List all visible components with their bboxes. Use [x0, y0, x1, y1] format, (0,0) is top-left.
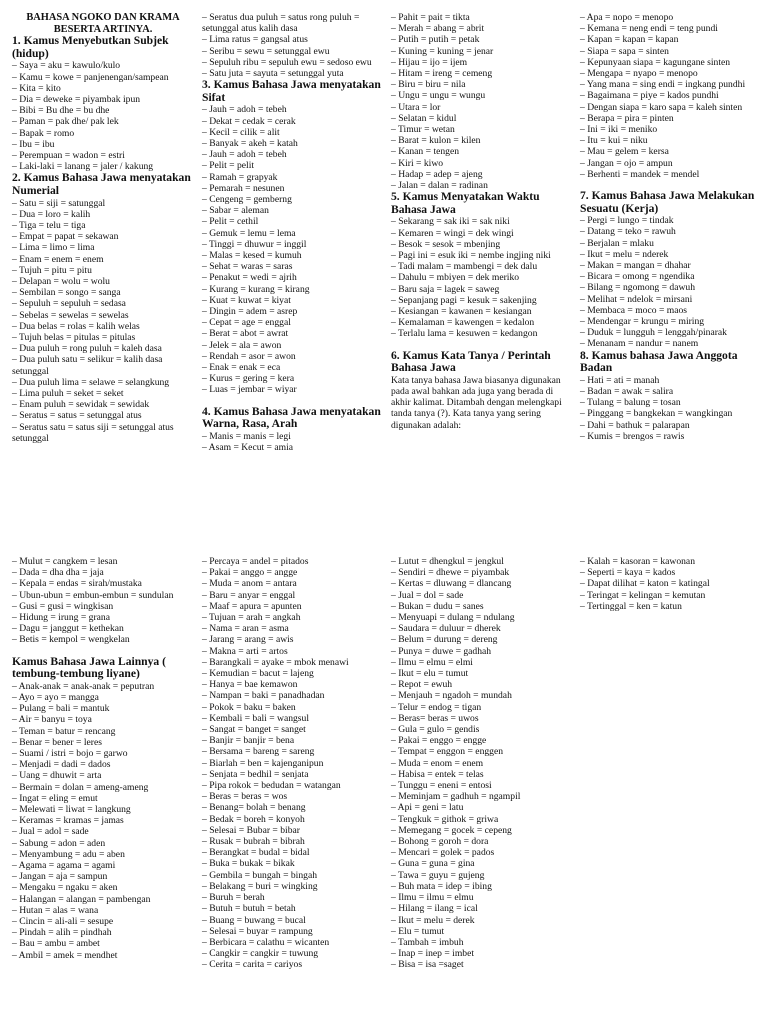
entry: – Bukan = dudu = sanes [391, 600, 484, 612]
entry: – Pelit = cethil [202, 216, 259, 228]
entry: – Sekarang = sak iki = sak niki [391, 216, 510, 228]
entry: – Jalan = dalan = radinan [391, 180, 488, 192]
entry: – Berat = abot = awrat [202, 328, 289, 340]
entry: – Memegang = gocek = cepeng [391, 824, 512, 836]
entry: – Besok = sesok = mbenjing [391, 238, 501, 250]
entry: – Guna = guna = gina [391, 858, 475, 870]
entry: – Selesai = buyar = rampung [202, 925, 313, 937]
entry: – Barat = kulon = kilen [391, 135, 481, 147]
entry: – Tulang = balung = tosan [580, 397, 681, 409]
section-8-heading: 8. Kamus bahasa Jawa Anggota Badan [580, 348, 738, 375]
entry: – Enak = enak = eca [202, 362, 281, 374]
entry: – Maaf = apura = apunten [202, 600, 302, 612]
entry: – Pemarah = nesunen [202, 182, 285, 194]
entry: – Cerita = carita = cariyos [202, 959, 303, 971]
entry: – Dua puluh satu = selikur = kalih dasa setunggal [12, 354, 163, 377]
body-parts-continued-list [12, 556, 194, 646]
entry: – Kemana = neng endi = teng pundi [580, 23, 718, 35]
entry: – Banjir = banjir = bena [202, 735, 295, 747]
entry: – Baru = anyar = enggal [202, 589, 296, 601]
entry: – Buang = buwang = bucal [202, 914, 306, 926]
entry: – Repot = ewuh [391, 679, 453, 691]
entry: – Badan = awak = salira [580, 386, 674, 398]
entry: – Bicara = omong = ngendika [580, 271, 695, 283]
entry: – Jarang = arang = awis [202, 634, 294, 646]
entry: – Delapan = wolu = wolu [12, 276, 110, 288]
entry: – Seratus = satus = setunggal atus [12, 410, 142, 422]
entry: – Kembali = bali = wangsul [202, 712, 310, 724]
entry: – Jangan = ojo = ampun [580, 157, 673, 169]
entry: – Suami / istri = bojo = garwo [12, 748, 128, 760]
entry: – Ayo = ayo = mangga [12, 692, 99, 704]
entry: – Benar = bener = leres [12, 736, 102, 748]
entry: – Hijau = ijo = ijem [391, 56, 468, 68]
entry: – Ramah = grapyak [202, 171, 278, 183]
entry: – Belum = durung = dereng [391, 634, 498, 646]
entry: – Ubun-ubun = embun-embun = sundulan [12, 589, 174, 601]
entry: – Dada = dha dha = jaja [12, 567, 104, 579]
entry: – Satu = siji = satunggal [12, 197, 106, 209]
entry: – Berapa = pira = pinten [580, 112, 674, 124]
section-1-heading: 1. Kamus Menyebutkan Subjek (hidup) [12, 34, 169, 60]
entry: – Jelek = ala = awon [202, 339, 282, 351]
entry: – Tujuan = arah = angkah [202, 612, 301, 624]
entry: – Pergi = lungo = tindak [580, 215, 674, 227]
entry: – Lima ratus = gangsal atus [202, 34, 308, 46]
entry: – Berjalan = mlaku [580, 237, 654, 249]
entry: – Siapa = sapa = sinten [580, 45, 669, 57]
entry: – Ilmu = ilmu = elmu [391, 892, 474, 904]
entry: – Ini = iki = meniko [580, 124, 658, 136]
entry: – Buruh = berah [202, 892, 265, 904]
entry: – Mendengar = krungu = miring [580, 316, 705, 328]
entry: – Hutan = alas = wana [12, 904, 99, 916]
color-direction-list [391, 12, 573, 191]
entry: – Jauh = adoh = tebeh [202, 104, 287, 116]
entry: – Jauh = adoh = tebeh [202, 149, 287, 161]
entry: – Menyambung = adu = aben [12, 848, 125, 860]
entry: – Satu juta = sayuta = setunggal yuta [202, 68, 344, 80]
entry: – Mau = gelem = kersa [580, 146, 669, 158]
entry: – Uang = dhuwit = arta [12, 770, 102, 782]
section-1-list [12, 60, 194, 172]
section-5-heading: 5. Kamus Menyatakan Waktu Bahasa Jawa [391, 190, 540, 216]
entry: – Dua puluh lima = selawe = selangkung [12, 376, 170, 388]
entry: – Dekat = cedak = cerak [202, 115, 296, 127]
entry: – Dua = loro = kalih [12, 208, 91, 220]
entry: – Beras = beras = wos [202, 791, 288, 803]
entry: – Menjadi = dadi = dados [12, 759, 111, 771]
entry: – Muda = enom = enem [391, 757, 484, 769]
entry: – Mencari = golek = pados [391, 847, 495, 859]
entry: – Pakai = anggo = angge [202, 567, 298, 579]
entry: – Dahulu = mbiyen = dek meriko [391, 272, 520, 284]
entry: – Hati = ati = manah [580, 374, 660, 386]
entry: – Bohong = goroh = dora [391, 836, 489, 848]
entry: – Biru = biru = nila [391, 79, 466, 91]
entry: – Betis = kempol = wengkelan [12, 634, 130, 646]
entry: – Utara = lor [391, 101, 441, 113]
entry: – Kumis = brengos = rawis [580, 430, 685, 442]
entry: – Hanya = bae kemawon [202, 679, 298, 691]
entry: – Cengeng = gemberng [202, 194, 292, 206]
entry: – Menanam = nandur = nanem [580, 338, 699, 350]
entry: – Lima puluh = seket = seket [12, 388, 124, 400]
entry: – Keramas = kramas = jamas [12, 815, 124, 827]
entry: – Kurus = gering = kera [202, 373, 295, 385]
entry: – Jangan = aja = sampun [12, 871, 108, 883]
entry: – Lutut = dhengkul = jengkul [391, 556, 504, 567]
entry: – Ikut = elu = tumut [391, 668, 469, 680]
entry: – Gusi = gusi = wingkisan [12, 600, 114, 612]
top-column-3 [391, 12, 573, 431]
entry: – Apa = nopo = menopo [580, 12, 674, 23]
entry: – Pelit = pelit [202, 160, 255, 172]
entry: – Ilmu = elmu = elmi [391, 656, 473, 668]
entry: – Makan = mangan = dhahar [580, 260, 691, 272]
entry: – Pagi ini = esuk iki = nembe ingjing niki [391, 250, 551, 262]
entry: – Ungu = ungu = wungu [391, 90, 486, 102]
entry: – Terlalu lama = kesuwen = kedangon [391, 328, 538, 340]
entry: – Putih = putih = petak [391, 34, 480, 46]
entry: – Butuh = butuh = betah [202, 903, 296, 915]
entry: – Biarlah = ben = kajenganipun [202, 757, 324, 769]
entry: – Saya = aku = kawulo/kulo [12, 60, 121, 72]
entry: – Benang= bolah = benang [202, 802, 306, 814]
entry: – Ibu = ibu [12, 138, 55, 150]
entry: – Asam = Kecut = amia [202, 442, 294, 454]
entry: – Cincin = ali-ali = sesupe [12, 916, 114, 928]
entry: – Nampan = baki = panadhadan [202, 690, 325, 702]
entry: – Kemalaman = kawengen = kedalon [391, 317, 535, 329]
entry: – Baru saja = lagek = saweg [391, 283, 500, 295]
entry: – Belakang = buri = wingking [202, 880, 318, 892]
entry: – Bisa = isa =saget [391, 959, 464, 971]
entry: – Seperti = kaya = kados [580, 567, 676, 579]
entry: – Teringat = kelingan = kemutan [580, 589, 706, 601]
entry: – Itu = kui = niku [580, 135, 648, 147]
section-4-list [202, 431, 384, 453]
entry: – Selesai = Bubar = bibar [202, 824, 300, 836]
entry: – Sabar = aleman [202, 205, 269, 217]
section-3-list [202, 104, 384, 395]
entry: – Mengaku = ngaku = aken [12, 882, 118, 894]
section-8-list [580, 375, 762, 442]
entry: – Sepuluh ribu = sepuluh ewu = sedoso ewu [202, 56, 372, 68]
entry: – Bersama = bareng = sareng [202, 746, 315, 758]
entry: – Dua belas = rolas = kalih welas [12, 320, 140, 332]
entry: – Yang mana = sing endi = ingkang pundhi [580, 79, 746, 91]
entry: – Sembilan = songo = sanga [12, 287, 121, 299]
entry: – Jual = dol = sade [391, 589, 464, 601]
bottom-column-2 [202, 556, 384, 971]
entry: – Merah = abang = abrit [391, 23, 485, 35]
entry: – Penakut = wedi = ajrih [202, 272, 297, 284]
entry: – Senjata = bedhil = senjata [202, 768, 309, 780]
entry: – Anak-anak = anak-anak = peputran [12, 680, 155, 692]
vocabulary-list-3 [391, 556, 573, 971]
vocabulary-list-4 [580, 556, 762, 612]
entry: – Tujuh belas = pitulas = pitulas [12, 332, 136, 344]
entry: – Tambah = imbuh [391, 936, 464, 948]
entry: – Buh mata = idep = ibing [391, 880, 492, 892]
entry: – Sepuluh = sepuluh = sedasa [12, 298, 126, 310]
section-9-heading: Kamus Bahasa Jawa Lainnya ( tembung-tembung liyane) [12, 654, 166, 681]
entry: – Melewati = liwat = langkung [12, 804, 131, 816]
entry: – Dingin = adem = asrep [202, 306, 298, 318]
entry: – Hitam = ireng = cemeng [391, 68, 493, 80]
entry: – Tunggu = eneni = entosi [391, 780, 492, 792]
entry: – Kepala = endas = sirah/mustaka [12, 578, 142, 590]
entry: – Air = banyu = toya [12, 714, 92, 726]
entry: – Ingat = eling = emut [12, 792, 98, 804]
entry: – Berhenti = mandek = mendel [580, 168, 700, 180]
section-2-list [12, 198, 194, 444]
top-column-2 [202, 12, 384, 453]
entry: – Gula = gulo = gendis [391, 724, 480, 736]
entry: – Banyak = akeh = katah [202, 138, 298, 150]
vocabulary-list-2 [202, 556, 384, 971]
bottom-column-1 [12, 556, 194, 961]
entry: – Rendah = asor = awon [202, 350, 296, 362]
section-7-heading: 7. Kamus Bahasa Jawa Melakukan Sesuatu (Kerja) [580, 189, 755, 215]
numeral-continued-list [202, 12, 384, 79]
entry: – Berangkat = budal = bidal [202, 847, 310, 859]
entry: – Dapat dilihat = katon = katingal [580, 578, 710, 590]
entry: – Jual = adol = sade [12, 826, 89, 838]
entry: – Bibi = Bu dhe = bu dhe [12, 105, 110, 117]
entry: – Kertas = dluwang = dlancang [391, 578, 512, 590]
entry: – Bagaimana = piye = kados pundhi [580, 90, 719, 102]
entry: – Menjauh = ngadoh = mundah [391, 690, 512, 702]
entry: – Gembila = bungah = bingah [202, 869, 317, 881]
entry: – Rusak = bubrah = bibrah [202, 836, 305, 848]
entry: – Kiri = kiwo [391, 157, 444, 169]
bottom-column-3 [391, 556, 573, 971]
entry: – Halangan = alangan = pambengan [12, 893, 151, 905]
entry: – Dia = deweke = piyambak ipun [12, 93, 141, 105]
entry: – Agama = agama = agami [12, 860, 116, 872]
section-7-list [580, 215, 762, 349]
entry: – Sabung = adon = aden [12, 837, 106, 849]
entry: – Membaca = moco = maos [580, 304, 687, 316]
entry: – Tertinggal = ken = katun [580, 600, 682, 612]
entry: – Hilang = ilang = ical [391, 903, 478, 915]
entry: – Pulang = bali = mantuk [12, 703, 110, 715]
entry: – Sehat = waras = saras [202, 261, 293, 273]
entry: – Beras= beras = uwos [391, 712, 479, 724]
entry: – Elu = tumut [391, 925, 445, 937]
entry: – Saudara = duluur = dherek [391, 623, 501, 635]
entry: – Api = geni = latu [391, 802, 464, 814]
entry: – Kuat = kuwat = kiyat [202, 294, 291, 306]
section-3-heading: 3. Kamus Bahasa Jawa menyatakan Sifat [202, 78, 381, 104]
entry: – Kesiangan = kawanen = kesiangan [391, 306, 532, 318]
entry: – Mengapa = nyapo = menopo [580, 68, 698, 80]
entry: – Kanan = tengen [391, 146, 460, 158]
entry: – Gemuk = lemu = lema [202, 227, 296, 239]
entry: – Dagu = janggut = kethekan [12, 623, 124, 635]
entry: – Empat = papat = sekawan [12, 231, 119, 243]
entry: – Telur = endog = tigan [391, 701, 482, 713]
entry: – Seratus dua puluh = satus rong puluh = setunggal atus kalih dasa [202, 12, 360, 35]
entry: – Sendiri = dhewe = piyambak [391, 567, 510, 579]
entry: – Bermain = dolan = ameng-ameng [12, 781, 149, 793]
entry: – Kecil = cilik = alit [202, 126, 280, 138]
entry: – Sebelas = sewelas = sewelas [12, 309, 129, 321]
entry: – Habisa = entek = telas [391, 768, 484, 780]
entry: – Datang = teko = rawuh [580, 226, 676, 238]
entry: – Sangat = banget = sanget [202, 724, 306, 736]
entry: – Bau = ambu = ambet [12, 938, 100, 950]
entry: – Timur = wetan [391, 124, 455, 136]
entry: – Pakai = enggo = engge [391, 735, 487, 747]
entry: – Kalah = kasoran = kawonan [580, 556, 695, 567]
top-column-4 [580, 12, 762, 442]
entry: – Bilang = ngomong = dawuh [580, 282, 696, 294]
entry: – Hadap = adep = ajeng [391, 168, 483, 180]
entry: – Pokok = baku = baken [202, 701, 296, 713]
entry: – Dengan siapa = karo sapa = kaleh sinten [580, 101, 743, 113]
entry: – Buka = bukak = bikak [202, 858, 295, 870]
section-2-heading: 2. Kamus Bahasa Jawa menyatakan Numerial [12, 171, 191, 197]
section-6-heading: 6. Kamus Kata Tanya / Perintah Bahasa Jawa [391, 348, 551, 375]
entry: – Teman = batur = rencang [12, 725, 116, 737]
entry: – Tempat = enggon = enggen [391, 746, 504, 758]
entry: – Ikut = melu = nderek [580, 248, 669, 260]
entry: – Cepat = age = enggal [202, 317, 291, 329]
entry: – Ikut = melu = derek [391, 914, 475, 926]
entry: – Kapan = kapan = kapan [580, 34, 679, 46]
entry: – Tawa = guyu = gujeng [391, 869, 485, 881]
entry: – Kemaren = wingi = dek wingi [391, 227, 514, 239]
entry: – Laki-laki = lanang = jaler / kakung [12, 161, 154, 173]
entry: – Pinggang = bangkekan = wangkingan [580, 408, 733, 420]
entry: – Tinggi = dhuwur = inggil [202, 238, 307, 250]
entry: – Pahit = pait = tikta [391, 12, 470, 23]
entry: – Tengkuk = githok = griwa [391, 813, 499, 825]
entry: – Inap = inep = imbet [391, 948, 475, 960]
entry: – Berbicara = calathu = wicanten [202, 936, 330, 948]
document-title: BAHASA NGOKO DAN KRAMA BESERTA ARTINYA. [26, 12, 180, 35]
entry: – Tiga = telu = tiga [12, 220, 86, 231]
entry: – Bedak = boreh = konyoh [202, 813, 305, 825]
entry: – Pipa rokok = bedudan = watangan [202, 780, 341, 792]
entry: – Kuning = kuning = jenar [391, 45, 494, 57]
entry: – Luas = jembar = wiyar [202, 384, 297, 396]
entry: – Seribu = sewu = setunggal ewu [202, 45, 330, 57]
section-6-paragraph: Kata tanya bahasa Jawa biasanya digunakan pada awal bahkan ada juga yang berada di akhir kalimat. Ditambah dengan melengkapi tanda tanya (?). Kata tanya yang sering digunakan adalah: [391, 374, 562, 431]
entry: – Pindah = alih = pindhah [12, 927, 112, 939]
section-4-heading: 4. Kamus Bahasa Jawa menyatakan Warna, Rasa, Arah [202, 404, 381, 431]
entry: – Meminjam = gadhuh = ngampil [391, 791, 521, 803]
question-words-list [580, 12, 762, 180]
entry: – Dua puluh = rong puluh = kaleh dasa [12, 343, 162, 355]
entry: – Kepunyaan siapa = kagungane sinten [580, 56, 731, 68]
entry: – Seratus satu = satus siji = setunggal atus setunggal [12, 421, 174, 444]
entry: – Hidung = irung = grana [12, 612, 110, 624]
entry: – Paman = pak dhe/ pak lek [12, 116, 119, 128]
entry: – Melihat = ndelok = mirsani [580, 293, 693, 305]
entry: – Tadi malam = mambengi = dek dalu [391, 261, 538, 273]
entry: – Dahi = bathuk = palarapan [580, 419, 690, 431]
entry: – Muda = anom = antara [202, 578, 297, 590]
entry: – Enam puluh = sewidak = sewidak [12, 399, 150, 411]
entry: – Bapak = romo [12, 127, 75, 139]
section-5-list [391, 216, 573, 339]
entry: – Kemudian = bacut = lajeng [202, 668, 314, 680]
entry: – Enam = enem = enem [12, 253, 104, 265]
entry: – Kurang = kurang = kirang [202, 283, 310, 295]
entry: – Menyuapi = dulang = ndulang [391, 612, 515, 624]
entry: – Cangkir = cangkir = tuwung [202, 948, 319, 960]
entry: – Manis = manis = legi [202, 430, 291, 442]
entry: – Ambil = amek = mendhet [12, 949, 118, 961]
entry: – Selatan = kidul [391, 112, 457, 124]
entry: – Sepanjang pagi = kesuk = sakenjing [391, 294, 537, 306]
entry: – Perempuan = wadon = estri [12, 150, 125, 161]
entry: – Kita = kito [12, 82, 61, 94]
entry: – Percaya = andel = pitados [202, 556, 309, 567]
entry: – Punya = duwe = gadhah [391, 645, 492, 657]
entry: – Lima = limo = lima [12, 242, 95, 254]
entry: – Mulut = cangkem = lesan [12, 556, 118, 567]
section-9-list [12, 681, 194, 961]
bottom-column-4 [580, 556, 762, 612]
entry: – Malas = kesed = kumuh [202, 250, 302, 262]
entry: – Tujuh = pitu = pitu [12, 264, 92, 276]
entry: – Makna = arti = artos [202, 645, 288, 657]
entry: – Kamu = kowe = panjenengan/sampean [12, 71, 169, 83]
entry: – Duduk = lungguh = lenggah/pinarak [580, 327, 727, 339]
entry: – Barangkali = ayake = mbok menawi [202, 656, 349, 668]
entry: – Nama = aran = asma [202, 623, 289, 635]
top-column-1 [12, 12, 194, 444]
